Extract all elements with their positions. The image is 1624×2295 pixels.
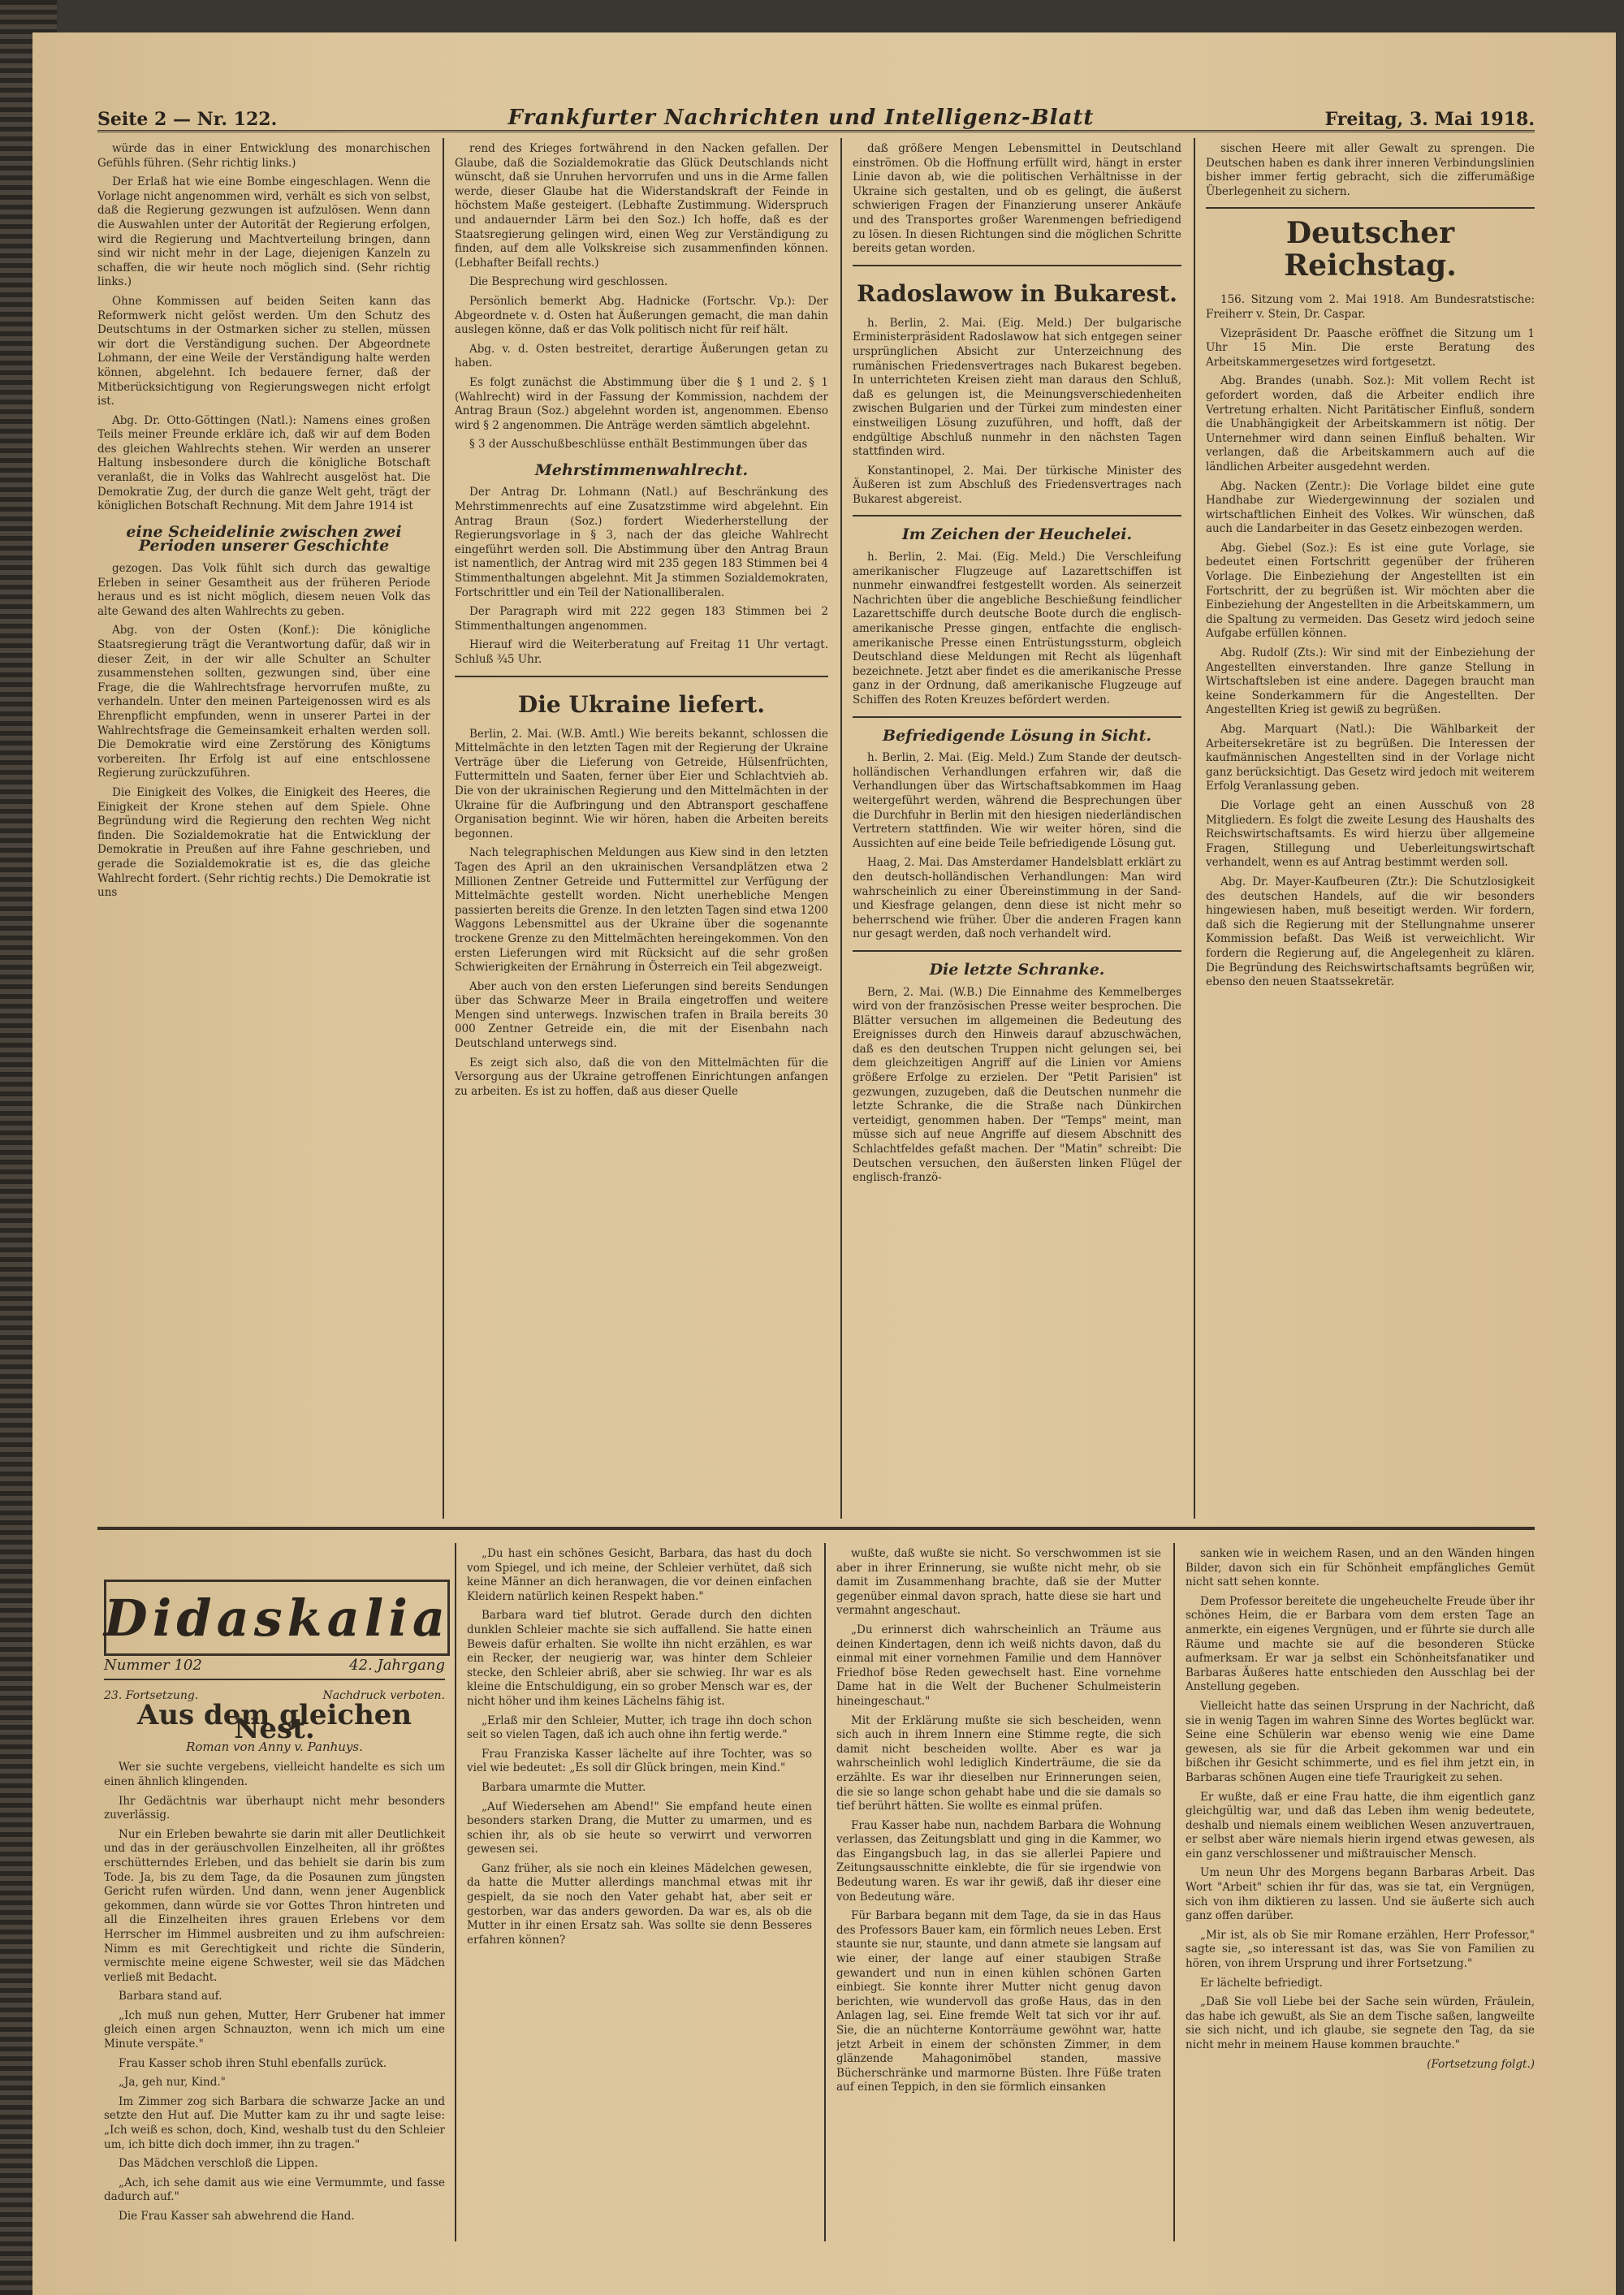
- paragraph: würde das in einer Entwicklung des monarchischen Gefühls führen. (Sehr richtig links.): [97, 142, 430, 170]
- paragraph: Dem Professor bereitete die ungeheuchelte Freude über ihr schönes Heim, die er Barbara vom dem ersten Tage an anmerkte, ein eigenes Vergnügen, und er führte sie durch alle Räume und machte sie auf die besonderen Stücke aufmerksam. Er war ja selbst ein Schönheitsfanatiker und Barbaras Äußeres hatte entschieden den Ausschlag bei der Anstellung gegeben.: [1186, 1594, 1535, 1694]
- paragraph: Abg. Giebel (Soz.): Es ist eine gute Vorlage, sie bedeutet einen Fortschritt gegenüber der früheren Vorlage. Die Einbeziehung der Angestellten ist ein Fortschritt, der zu begrüßen ist. Wir möchten aber die Einbeziehung der Angestellten in die Arbeitskammern, um die Spaltung zu vermeiden. Das Gesetz wird jedoch seine Aufgabe erfüllen können.: [1206, 541, 1535, 641]
- paragraph: Frau Kasser schob ihren Stuhl ebenfalls zurück.: [119, 2056, 387, 2070]
- page-number: Seite 2 — Nr. 122.: [97, 109, 278, 130]
- paragraph: Konstantinopel, 2. Mai. Der türkische Minister des Äußeren ist zum Abschluß des Friedensvertrages nach Bukarest abgereist.: [853, 464, 1181, 506]
- feuilleton-column-1: [104, 1689, 445, 2241]
- paragraph: sischen Heere mit aller Gewalt zu sprengen. Die Deutschen haben es dank ihrer inneren Verbindungslinien bisher immer fertig gebracht, sich die zifferumäßige Überlegenheit zu sichern.: [1206, 142, 1535, 198]
- paragraph: Es zeigt sich also, daß die von den Mittelmächten für die Versorgung aus der Ukraine getroffenen Einrichtungen anfangen zu arbeiten. Es ist zu hoffen, daß aus dieser Quelle: [455, 1056, 828, 1098]
- paragraph: Abg. v. d. Osten bestreitet, derartige Äußerungen getan zu haben.: [455, 342, 828, 370]
- column-rule: [1173, 1543, 1175, 2241]
- paragraph: Die Besprechung wird geschlossen.: [469, 275, 668, 289]
- column-rule: [824, 1543, 826, 2241]
- article-headline: Radoslawow in Bukarest.: [857, 279, 1177, 307]
- paragraph: Die Frau Kasser sah abwehrend die Hand.: [119, 2210, 355, 2223]
- paragraph: Der Antrag Dr. Lohmann (Natl.) auf Beschränkung des Mehrstimmenrechts auf eine Zusatzstimme wird abgelehnt. Ein Antrag Braun (Soz.) fordert Wiederherstellung der Regierungsvorlage in § 3, nach der das gleiche Wahlrecht eingeführt werden soll. Die Abstimmung über den Antrag Braun ist namentlich, der Antrag wird mit 235 gegen 183 Stimmen bei 4 Stimmenthaltungen abgelehnt. Mit Ja stimmen Sozialdemokraten, Fortschrittler und ein Teil der Nationalliberalen.: [455, 486, 828, 599]
- paragraph: Berlin, 2. Mai. (W.B. Amtl.) Wie bereits bekannt, schlossen die Mittelmächte in den letzten Tagen mit der Regierung der Ukraine Verträge über die Lieferung von Getreide, Hülsenfrüchten, Futtermitteln und Saaten, ferner über Eier und Schlachtvieh ab. Die von der ukrainischen Regierung und den Mittelmächten in der Ukraine für die Aufbringung und den Abtransport geschaffene Organisation beginnt. Wie wir hören, haben die Arbeiten bereits begonnen.: [455, 727, 828, 841]
- paragraph: Mit der Erklärung mußte sie sich bescheiden, wenn sich auch in ihrem Innern eine Stimme regte, die sich damit nicht bescheiden wollte. Aber es war ja wahrscheinlich wohl lediglich Kinderträume, die sie da erzählte. Es war ihr dieselben nur Erinnerungen seien, die sie so lange schon gehabt habe und die sie damals so tief berührt hätten. Sie wollte es einmal prüfen.: [836, 1714, 1161, 1813]
- paragraph: Frau Franziska Kasser lächelte auf ihre Tochter, was so viel wie bedeutet: „Es soll dir Glück bringen, mein Kind.": [467, 1747, 812, 1775]
- reprint-notice: Nachdruck verboten.: [322, 1689, 445, 1702]
- feuilleton-column-4: [1186, 1547, 1535, 2241]
- paragraph: „Du erinnerst dich wahrscheinlich an Träume aus deinen Kindertagen, denn ich weiß nichts davon, daß du einmal mit einer vornehmen Familie und dem Hannöver Friedhof böse Reden gewechselt hast. Eine vornehme Dame hat in die Welt der Buchener Schulmeisterin hineingeschaut.": [836, 1623, 1161, 1708]
- article-headline: Befriedigende Lösung in Sicht.: [883, 726, 1151, 745]
- paragraph: Im Zimmer zog sich Barbara die schwarze Jacke an und setzte den Hut auf. Die Mutter kam zu ihr und sagte leise: „Ich weiß es schon, doch, Kind, weshalb tust du den Schleier um, ich bitte dich doch immer, ihn zu tragen.": [104, 2094, 445, 2151]
- page-header: [97, 81, 1535, 132]
- column-2: [455, 142, 828, 1519]
- paragraph: Ohne Kommissen auf beiden Seiten kann das Reformwerk nicht gelöst werden. Um den Schutz des Deutschtums in der Ostmarken sicher zu stellen, müssen wir dort die Verständigung suchen. Der Abgeordnete Lohmann, der eine Weile der Verständigung halte werden können, abgelehnt. Ich bedauere ferner, daß der Mitberücksichtigung von Regierungswegen nicht erfolgt ist.: [97, 294, 430, 408]
- novel-title: Aus dem gleichen Nest.: [136, 1698, 412, 1746]
- paragraph: daß größere Mengen Lebensmittel in Deutschland einströmen. Ob die Hoffnung erfüllt wird, hängt in erster Linie davon ab, wie die politischen Verhältnisse in der Ukraine sich gestalten, und ob es gelingt, die äußerst schwierigen Fragen der Finanzierung unserer Ankäufe und des Transportes großer Warenmengen befriedigend zu lösen. In diesen Richtungen sind die möglichen Schritte bereits getan worden.: [853, 142, 1181, 256]
- column-rule: [840, 138, 842, 1519]
- paragraph: Ganz früher, als sie noch ein kleines Mädelchen gewesen, da hatte die Mutter allerdings manchmal etwas mit ihr gespielt, da sie noch den Vater gehabt hat, aber seit er gestorben, war das anders geworden. Da war es, als ob die Mutter in ihr einen Ersatz sah. Was sollte sie denn Besseres erfahren können?: [467, 1861, 812, 1947]
- divider: [455, 676, 828, 677]
- paragraph: „Ach, ich sehe damit aus wie eine Vermummte, und fasse dadurch auf.": [104, 2176, 445, 2204]
- paragraph: wußte, daß wußte sie nicht. So verschwommen ist sie aber in ihrer Erinnerung, sie wußte nicht mehr, ob sie damit im Zusammenhang brachte, daß sie der Mutter gegenüber einmal davon sprach, hatte diese sie hart und vermahnt angeschaut.: [836, 1547, 1161, 1618]
- subheading: Mehrstimmenwahlrecht.: [534, 460, 749, 479]
- article-headline: Die Ukraine liefert.: [517, 690, 766, 718]
- paragraph: Abg. Brandes (unabh. Soz.): Mit vollem Recht ist gefordert worden, daß die Arbeiter endlich ihre Vertretung erhalten. Nicht Paritätischer Einfluß, sondern die Unabhängigkeit der Arbeitskammern ist nötig. Der Unternehmer wird dann seinen Einfluß behalten. Wir verlangen, daß die Arbeitskammern auch auf die ländlichen Arbeiter ausgedehnt werden.: [1206, 374, 1535, 473]
- paragraph: 156. Sitzung vom 2. Mai 1918. Am Bundesratstische: Freiherr v. Stein, Dr. Caspar.: [1206, 293, 1535, 321]
- paragraph: Abg. von der Osten (Konf.): Die königliche Staatsregierung trägt die Verantwortung dafür, daß wir in dieser Zeit, in der wir alle Schulter an Schulter zusammenstehen sollten, gezwungen sind, über eine Frage, die die Wahlrechtsfrage hervorrufen mußte, zu verhandeln. Unter den meinen Parteigenossen wird es als Ehrenpflicht empfunden, wenn in unserer Partei in der Wahlrechtsfrage die Gemeinsamkeit erhalten werden soll. Die Demokratie wird eine Zerstörung des Königtums vorbereiten. Ihr Erfolg ist auf eine entschlossene Regierung zurückzuführen.: [97, 624, 430, 780]
- paragraph: „Daß Sie voll Liebe bei der Sache sein würden, Fräulein, das habe ich gewußt, als Sie an dem Tische saßen, langweilte sie sich nicht, und ich glaube, sie segnete den Tag, da sie nicht mehr in meinem Hause kommen brauchte.": [1186, 1995, 1535, 2051]
- paragraph: Abg. Dr. Otto-Göttingen (Natl.): Namens eines großen Teils meiner Freunde erkläre ich, daß wir auf dem Boden des gleichen Wahlrechts stehen. Wir werden an unserer Haltung insbesondere durch die königliche Botschaft veranlaßt, die in Volks das Wahlrecht ausgelöst hat. Die Demokratie Zug, der durch die ganze Welt geht, trägt der königlichen Botschaft Rechnung. Mit dem Jahre 1914 ist: [97, 413, 430, 513]
- divider: [853, 515, 1181, 516]
- feuilleton-divider: [97, 1527, 1535, 1530]
- paragraph: „Mir ist, als ob Sie mir Romane erzählen, Herr Professor," sagte sie, „so interessant ist das, was Sie von Familien zu hören, von ihrem Ursprung und ihrer Fortsetzung.": [1186, 1928, 1535, 1971]
- paragraph: „Ich muß nun gehen, Mutter, Herr Grubener hat immer gleich einen argen Schnauzton, wenn ich mich um eine Minute verspäte.": [104, 2008, 445, 2051]
- newspaper-page: [32, 32, 1616, 2295]
- divider: [853, 716, 1181, 718]
- paragraph: Vielleicht hatte das seinen Ursprung in der Nachricht, daß sie in wenig Tagen im wahren Sinne des Wortes beglückt war. Seine eine Schülerin war ebenso wenig wie eine Dame gewesen, als sie für die Arbeit gekommen war und ein bißchen ihr Gesicht schimmerte, und es fiel ihm jetzt ein, in Barbaras schönen Augen eine tiefe Traurigkeit zu sehen.: [1186, 1699, 1535, 1784]
- paragraph: Um neun Uhr des Morgens begann Barbaras Arbeit. Das Wort "Arbeit" schien ihr für das, was sie tat, ein Vergnügen, sich von ihm diktieren zu lassen. Und sie äußerte sich auch ganz offen darüber.: [1186, 1866, 1535, 1923]
- feuilleton-column-3: [836, 1547, 1161, 2241]
- column-rule: [1194, 138, 1195, 1519]
- paragraph: Für Barbara begann mit dem Tage, da sie in das Haus des Professors Bauer kam, ein förmlich neues Leben. Erst staunte sie nur, staunte, und dann atmete sie langsam auf wie einer, der lange auf einer staubigen Straße gewandert und nun in einen kühlen schönen Garten einbiegt. Sie konnte ihrer Mutter nicht genug davon berichten, wie wundervoll das große Haus, das in den Anlagen lag, sei. Eine fremde Welt tat sich vor ihr auf. Sie, die an nüchterne Kontorräume gewöhnt war, hatte jetzt Arbeit in einem der schönsten Zimmer, in dem glänzende Mahagonimöbel standen, massive Bücherschränke und marmorne Büsten. Ihre Füße traten auf einen Teppich, in den sie förmlich einsanken: [836, 1909, 1161, 2094]
- feuilleton-meta: [104, 1657, 445, 1680]
- paragraph: Abg. Marquart (Natl.): Die Wählbarkeit der Arbeitersekretäre ist zu begrüßen. Die Interessen der kaufmännischen Angestellten sind in der Vorlage nicht ganz berücksichtigt. Das Gesetz wird jedoch mit weiterem Erfolg Veranlassung geben.: [1206, 723, 1535, 793]
- paragraph: Abg. Dr. Mayer-Kaufbeuren (Ztr.): Die Schutzlosigkeit des deutschen Handels, auf die wir besonders hingewiesen haben, muß beseitigt werden. Wir fordern, daß sich die Regierung mit der Stellungnahme unserer Kommission befaßt. Das Weiß ist verweichlicht. Wir fordern die Regierung auf, die Angelegenheit zu klären. Die Begründung des Reichswirtschaftsamts begrüßen wir, ebenso den neuen Staatssekretär.: [1206, 875, 1535, 989]
- paragraph: Wer sie suchte vergebens, vielleicht handelte es sich um einen ähnlich klingenden.: [104, 1761, 445, 1788]
- paragraph: Persönlich bemerkt Abg. Hadnicke (Fortschr. Vp.): Der Abgeordnete v. d. Osten hat Äußerungen gemacht, die man dahin auslegen könne, daß er das Volk politisch nicht für reif hält.: [455, 294, 828, 337]
- paragraph: Barbara ward tief blutrot. Gerade durch den dichten dunklen Schleier machte sie sich auffallend. Sie hatte einen Beweis dafür erhalten. Sie wollte ihn nicht erzählen, es war ein Recker, der neugierig war, was hinter dem Schleier stecke, den Schleier abriß, aber sie schwieg. Ihr war es als kleine die Entschuldigung, ein so grober Mensch war es, der nicht höher und ihm keines Lächelns fähig ist.: [467, 1609, 812, 1708]
- divider: [853, 265, 1181, 266]
- paragraph: sanken wie in weichem Rasen, und an den Wänden hingen Bilder, davon sich ein für Schönheit empfängliches Gemüt nicht satt sehen konnte.: [1186, 1547, 1535, 1589]
- feuilleton-year: 42. Jahrgang: [349, 1657, 445, 1674]
- feuilleton-column-2: [467, 1547, 812, 2241]
- masthead: Frankfurter Nachrichten und Intelligenz-Blatt: [508, 106, 1095, 130]
- column-rule: [455, 1543, 456, 2241]
- column-4: [1206, 142, 1535, 1519]
- paragraph: Die Einigkeit des Volkes, die Einigkeit des Heeres, die Einigkeit der Krone stehen auf dem Spiele. Ohne Begründung wird die Regierung den rechten Weg nicht finden. Die Sozialdemokratie hat die Entwicklung der Demokratie in Preußen auf ihre Fahne geschrieben, und gerade die Sozialdemokratie ist es, die das gleiche Wahlrecht fordert. (Sehr richtig rechts.) Die Demokratie ist uns: [97, 785, 430, 900]
- paragraph: „Auf Wiedersehen am Abend!" Sie empfand heute einen besonders starken Drang, die Mutter zu umarmen, und es schien ihr, als ob sie heute so verwirrt und verworren gewesen sei.: [467, 1800, 812, 1856]
- issue-date: Freitag, 3. Mai 1918.: [1324, 109, 1535, 130]
- article-headline: Die letzte Schranke.: [929, 960, 1105, 979]
- paragraph: Das Mädchen verschloß die Lippen.: [119, 2157, 318, 2171]
- paragraph: Es folgt zunächst die Abstimmung über die § 1 und 2. § 1 (Wahlrecht) wird in der Fassung der Kommission, nachdem der Antrag Braun (Soz.) abgelehnt worden ist, angenommen. Ebenso wird § 2 angenommen. Die Anträge werden sämtlich abgelehnt.: [455, 375, 828, 432]
- paragraph: Er lächelte befriedigt.: [1200, 1976, 1323, 1990]
- paragraph: Die Vorlage geht an einen Ausschuß von 28 Mitgliedern. Es folgt die zweite Lesung des Haushalts des Reichswirtschaftsamts. Es wird hierzu über allgemeine Fragen, Stillegung und Ueberleitungswirtschaft verhandelt, wenn es auf Antrag bestimmt werden soll.: [1206, 798, 1535, 870]
- divider: [1206, 207, 1535, 209]
- paragraph: Der Erlaß hat wie eine Bombe eingeschlagen. Wenn die Vorlage nicht angenommen wird, verhält es sich von selbst, daß die Regierung gezwungen ist aufzulösen. Wenn dann die Auswahlen unter der Autorität der Regierung erfolgen, wird die Regierung und Machtverteilung bringen, dann sind wir nicht mehr in der Lage, diejenigen Kanzeln zu schaffen, die wir heute noch möglich sind. (Sehr richtig links.): [97, 175, 430, 289]
- column-3: [853, 142, 1181, 1519]
- installment: 23. Fortsetzung.: [104, 1689, 199, 1702]
- paragraph: „Ja, geh nur, Kind.": [119, 2076, 226, 2090]
- paragraph: Abg. Nacken (Zentr.): Die Vorlage bildet eine gute Handhabe zur Wiedergewinnung der sozialen und wirtschaftlichen Einheit des Volkes. Wir wünschen, daß auch die Landarbeiter in das Gesetz einbezogen werden.: [1206, 479, 1535, 536]
- paragraph: Nur ein Erleben bewahrte sie darin mit aller Deutlichkeit und das in der geräuschvollen Einzelheiten, all ihr größtes erschütterndes Erleben, und das behielt sie darin bis zum Tode. Ja, bis zu dem Tage, da die Posaunen zum jüngsten Gericht rufen würden. Und dann, wenn jener Augenblick gekommen, dann würde sie vor Gottes Thron hintreten und all die Einzelheiten ihres grauen Erlebens vor dem Herrscher im Himmel ausbreiten und zu ihm aufschreien: Nimm es mit Gerechtigkeit und richte die Sünderin, vermischte meine eigene Schwester, weil sie das Mädchen verließ mit Bedacht.: [104, 1827, 445, 1984]
- paragraph: Frau Kasser habe nun, nachdem Barbara die Wohnung verlassen, das Zeitungsblatt und ging in die Kammer, wo das Eingangsbuch lag, in das sie allerlei Papiere und Zeitungsausschnitte einklebte, die für sie irgendwie von Bedeutung waren. Es war ihr gewiß, daß ihr dieser eine von Bedeutung wäre.: [836, 1818, 1161, 1904]
- article-headline: Im Zeichen der Heuchelei.: [901, 525, 1133, 544]
- paragraph: Haag, 2. Mai. Das Amsterdamer Handelsblatt erklärt zu den deutsch-holländischen Verhandlungen: Man wird wahrscheinlich zu einer Übereinstimmung in der Sand- und Kiesfrage gelangen, denn diese ist nicht mehr so beherrschend wie früher. Über die anderen Fragen kann nur gesagt werden, daß noch verhandelt wird.: [853, 856, 1181, 941]
- paragraph: h. Berlin, 2. Mai. (Eig. Meld.) Die Verschleifung amerikanischer Flugzeuge auf Lazarettschiffen ist nunmehr einwandfrei festgestellt worden. Als seinerzeit Nachrichten über die angebliche Beschießung feindlicher Lazarettschiffe durch deutsche Boote durch die englisch-amerikanische Presse gingen, entfachte die englisch-amerikanische Presse einen Entrüstungssturm, obgleich Deutschland diese Meldungen mit Recht als lügenhaft bezeichnete. Jetzt aber findet es die amerikanische Presse ganz in der Ordnung, daß amerikanische Flugzeuge auf Schiffen des Roten Kreuzes befördert werden.: [853, 551, 1181, 707]
- article-headline: Deutscher Reichstag.: [1284, 216, 1457, 283]
- paragraph: Hierauf wird die Weiterberatung auf Freitag 11 Uhr vertagt. Schluß ¾5 Uhr.: [455, 638, 828, 666]
- paragraph: Barbara umarmte die Mutter.: [482, 1780, 646, 1794]
- novel-author: Roman von Anny v. Panhuys.: [186, 1739, 363, 1754]
- continuation-note: (Fortsetzung folgt.): [1427, 2057, 1535, 2071]
- paragraph: Aber auch von den ersten Lieferungen sind bereits Sendungen über das Schwarze Meer in Braila eingetroffen und weitere Mengen sind unterwegs. Inzwischen trafen in Braila bereits 30 000 Zentner Getreide ein, die mit der Eisenbahn nach Deutschland unterwegs sind.: [455, 979, 828, 1051]
- paragraph: Er wußte, daß er eine Frau hatte, die ihm eigentlich ganz gleichgültig war, und daß das Leben ihm wenig bedeutete, deshalb und niemals einem weiblichen Wesen anzuvertrauen, er selbst aber wäre niemals hierin irgend etwas gewesen, als ein ganz verschlossener und mißtrauischer Mensch.: [1186, 1790, 1535, 1861]
- paragraph: Bern, 2. Mai. (W.B.) Die Einnahme des Kemmelberges wird von der französischen Presse weiter besprochen. Die Blätter versuchen im allgemeinen die Bedeutung des Ereignisses durch den Hinweis darauf abzuschwächen, daß es den deutschen Truppen nicht gelungen sei, bei dem gleichzeitigen Angriff auf die Linien vor Amiens größere Erfolge zu erzielen. Der "Petit Parisien" ist gezwungen, zuzugeben, daß die Deutschen nunmehr die letzte Schranke, die die Straße nach Dünkirchen verteidigt, genommen haben. Der "Temps" meint, man müsse sich auf neue Angriffe auf diesem Abschnitt des Schlachtfeldes gefaßt machen. Der "Matin" schreibt: Die Deutschen versuchen, den äußersten linken Flügel der englisch-franzö-: [853, 985, 1181, 1185]
- paragraph: rend des Krieges fortwährend in den Nacken gefallen. Der Glaube, daß die Sozialdemokratie das Glück Deutschlands nicht wünscht, daß sie Unruhen hervorrufen und uns in die Arme fallen werde, dieser Glaube hat die Widerstandskraft der Feinde in höchstem Maße gesteigert. (Lebhafte Zustimmung. Widerspruch und andauernder Lärm bei den Soz.) Ich hoffe, daß es der Staatsregierung gelingen wird, einen Weg zur Verständigung zu finden, auf dem alle Volkskreise sich zusammenfinden können. (Lebhafter Beifall rechts.): [455, 142, 828, 270]
- column-1: [97, 142, 430, 1519]
- paragraph: „Erlaß mir den Schleier, Mutter, ich trage ihn doch schon seit so vielen Tagen, daß ich auch ohne ihn fertig werde.": [467, 1714, 812, 1742]
- column-rule: [443, 138, 444, 1519]
- paragraph: h. Berlin, 2. Mai. (Eig. Meld.) Zum Stande der deutsch-holländischen Verhandlungen erfahren wir, daß die Verhandlungen über das Wirtschaftsabkommen im Haag weitergeführt werden, während die Besprechungen über die Durchfuhr in Berlin mit den hiesigen niederländischen Vertretern stattfinden. Wie wir weiter hören, sind die Aussichten auf eine beide Teile befriedigende Lösung gut.: [853, 751, 1181, 850]
- paragraph: „Du hast ein schönes Gesicht, Barbara, das hast du doch vom Spiegel, und ich meine, der Schleier verhütet, daß sich keine Männer an dich heranwagen, die vor deinen einfachen Kleidern natürlich keinen Respekt haben.": [467, 1547, 812, 1603]
- feuilleton-number: Nummer 102: [104, 1657, 202, 1674]
- paragraph: Abg. Rudolf (Zts.): Wir sind mit der Einbeziehung der Angestellten einverstanden. Ihre ganze Stellung in Wirtschaftsleben ist eine andere. Dagegen braucht man keine Sonderkammern für die Angestellten. Der Angestellten Krieg ist gewiß zu begrüßen.: [1206, 646, 1535, 717]
- paragraph: Vizepräsident Dr. Paasche eröffnet die Sitzung um 1 Uhr 15 Min. Die erste Beratung des Arbeitskammergesetzes wird fortgesetzt.: [1206, 326, 1535, 369]
- paragraph: Der Paragraph wird mit 222 gegen 183 Stimmen bei 2 Stimmenthaltungen angenommen.: [455, 605, 828, 633]
- paragraph: Nach telegraphischen Meldungen aus Kiew sind in den letzten Tagen des April an den ukrainischen Versandplätzen etwa 2 Millionen Zentner Getreide und Futtermittel zur Verfügung der Mittelmächte gestellt worden. Nicht unerhebliche Mengen passierten bereits die Grenze. In den letzten Tagen sind etwa 1200 Waggons Lebensmittel aus der Ukraine über die sogenannte trockene Grenze zu den Mittelmächten hereingekommen. Von den ersten Lieferungen wird mit Rücksicht auf die sehr großen Schwierigkeiten der Ernährung in Österreich ein Teil abgezweigt.: [455, 846, 828, 975]
- feuilleton-title: Didaskalia: [104, 1580, 450, 1656]
- subheading: eine Scheidelinie zwischen zwei Perioden unserer Geschichte: [126, 522, 402, 555]
- paragraph: Ihr Gedächtnis war überhaupt nicht mehr besonders zuverlässig.: [104, 1794, 445, 1822]
- paragraph: gezogen. Das Volk fühlt sich durch das gewaltige Erleben in seiner Gesamtheit aus der früheren Periode heraus und es ist nicht möglich, diesem neuen Volk das alte Gewand des alten Wahlrechts zu geben.: [97, 562, 430, 618]
- paragraph: § 3 der Ausschußbeschlüsse enthält Bestimmungen über das: [469, 438, 808, 452]
- paragraph: h. Berlin, 2. Mai. (Eig. Meld.) Der bulgarische Erministerpräsident Radoslawow hat sich entgegen seiner ursprünglichen Absicht zur Unterzeichnung des rumänischen Friedensvertrages nach Bukarest begeben. In unterrichteten Kreisen zieht man daraus den Schluß, daß es gelungen ist, die Meinungsverschiedenheiten zwischen Bulgarien und der Türkei zum mindesten einer einstweiligen Lösung zuzuführen, und hofft, daß der endgültige Abschluß nunmehr in den nächsten Tagen stattfinden wird.: [853, 316, 1181, 459]
- paragraph: Barbara stand auf.: [119, 1990, 222, 2003]
- divider: [853, 950, 1181, 952]
